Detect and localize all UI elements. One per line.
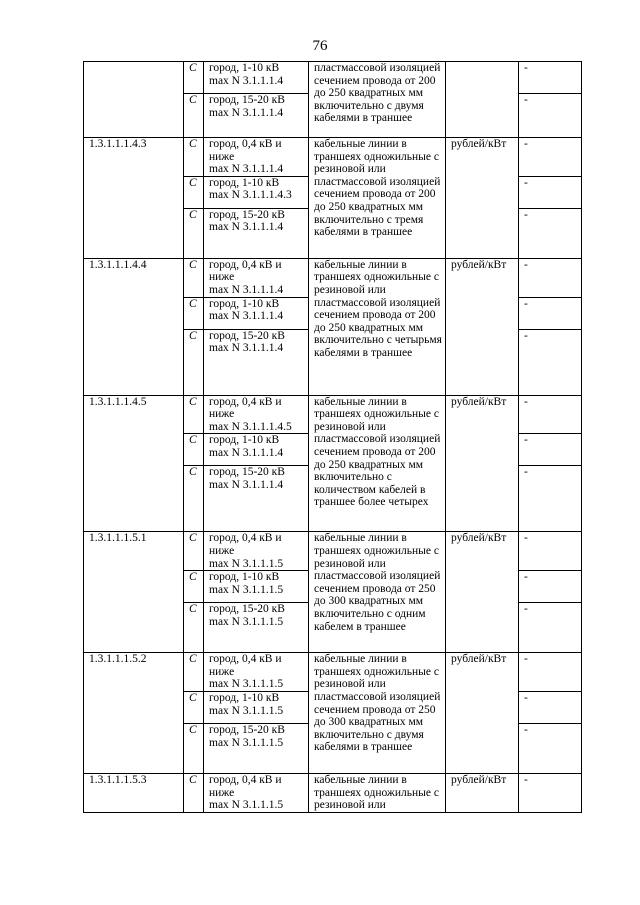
- row-location-voltage: город, 1-10 кВ max N 3.1.1.1.4: [204, 62, 309, 94]
- row-unit: рублей/кВт: [446, 532, 519, 653]
- row-value: -: [519, 691, 582, 723]
- row-category-letter: С: [184, 434, 204, 466]
- row-value: -: [519, 466, 582, 532]
- row-value: -: [519, 723, 582, 773]
- page-number: 76: [312, 38, 328, 54]
- tariff-table-body: [84, 62, 582, 813]
- row-location-voltage: город, 1-10 кВ max N 3.1.1.1.5: [204, 691, 309, 723]
- row-unit: рублей/кВт: [446, 653, 519, 774]
- table-row: [84, 62, 582, 94]
- table-row: [84, 258, 582, 297]
- row-category-letter: С: [184, 297, 204, 329]
- row-value: -: [519, 297, 582, 329]
- row-category-letter: С: [184, 532, 204, 571]
- row-location-voltage: город, 1-10 кВ max N 3.1.1.1.4.3: [204, 176, 309, 208]
- table-row: [84, 532, 582, 571]
- row-unit: рублей/кВт: [446, 773, 519, 812]
- row-value: -: [519, 62, 582, 94]
- row-category-letter: С: [184, 62, 204, 94]
- row-location-voltage: город, 15-20 кВ max N 3.1.1.1.4: [204, 94, 309, 138]
- table-row: [84, 653, 582, 692]
- row-category-letter: С: [184, 653, 204, 692]
- row-category-letter: С: [184, 773, 204, 812]
- row-code: 1.3.1.1.1.4.4: [84, 258, 184, 395]
- row-location-voltage: город, 0,4 кВ и ниже max N 3.1.1.1.5: [204, 532, 309, 571]
- row-code: 1.3.1.1.1.4.5: [84, 395, 184, 532]
- row-location-voltage: город, 0,4 кВ и ниже max N 3.1.1.1.5: [204, 773, 309, 812]
- row-location-voltage: город, 1-10 кВ max N 3.1.1.1.4: [204, 297, 309, 329]
- row-value: -: [519, 138, 582, 177]
- row-value: -: [519, 773, 582, 812]
- row-location-voltage: город, 1-10 кВ max N 3.1.1.1.5: [204, 571, 309, 603]
- row-location-voltage: город, 15-20 кВ max N 3.1.1.1.5: [204, 723, 309, 773]
- row-code: 1.3.1.1.1.5.2: [84, 653, 184, 774]
- row-category-letter: С: [184, 603, 204, 653]
- row-location-voltage: город, 15-20 кВ max N 3.1.1.1.5: [204, 603, 309, 653]
- row-value: -: [519, 434, 582, 466]
- row-code: 1.3.1.1.1.5.1: [84, 532, 184, 653]
- row-category-letter: С: [184, 176, 204, 208]
- row-category-letter: С: [184, 571, 204, 603]
- row-code: 1.3.1.1.1.4.3: [84, 138, 184, 259]
- row-code: [84, 62, 184, 138]
- row-location-voltage: город, 0,4 кВ и ниже max N 3.1.1.1.4: [204, 138, 309, 177]
- row-location-voltage: город, 15-20 кВ max N 3.1.1.1.4: [204, 329, 309, 395]
- row-location-voltage: город, 0,4 кВ и ниже max N 3.1.1.1.5: [204, 653, 309, 692]
- row-location-voltage: город, 15-20 кВ max N 3.1.1.1.4: [204, 208, 309, 258]
- row-unit: рублей/кВт: [446, 258, 519, 395]
- row-category-letter: С: [184, 329, 204, 395]
- row-category-letter: С: [184, 94, 204, 138]
- row-description: кабельные линии в траншеях одножильные с резиновой или пластмассовой изоляцией сечением провода от 250 до 300 квадратных мм включительно с одним кабелем в траншее: [309, 532, 446, 653]
- row-category-letter: С: [184, 691, 204, 723]
- row-value: -: [519, 258, 582, 297]
- row-category-letter: С: [184, 258, 204, 297]
- row-category-letter: С: [184, 395, 204, 434]
- row-location-voltage: город, 0,4 кВ и ниже max N 3.1.1.1.4: [204, 258, 309, 297]
- row-value: -: [519, 208, 582, 258]
- row-value: -: [519, 571, 582, 603]
- row-description: пластмассовой изоляцией сечением провода от 200 до 250 квадратных мм включительно с двумя кабелями в траншее: [309, 62, 446, 138]
- row-unit: рублей/кВт: [446, 395, 519, 532]
- row-value: -: [519, 94, 582, 138]
- row-category-letter: С: [184, 466, 204, 532]
- row-value: -: [519, 532, 582, 571]
- table-row: [84, 773, 582, 812]
- row-value: -: [519, 395, 582, 434]
- row-description: кабельные линии в траншеях одножильные с резиновой или пластмассовой изоляцией сечением провода от 250 до 300 квадратных мм включительно с двумя кабелями в траншее: [309, 653, 446, 774]
- table-row: [84, 138, 582, 177]
- row-description: кабельные линии в траншеях одножильные с резиновой или пластмассовой изоляцией сечением провода от 200 до 250 квадратных мм включительно с тремя кабелями в траншее: [309, 138, 446, 259]
- row-code: 1.3.1.1.1.5.3: [84, 773, 184, 812]
- row-description: кабельные линии в траншеях одножильные с резиновой или: [309, 773, 446, 812]
- row-location-voltage: город, 1-10 кВ max N 3.1.1.1.4: [204, 434, 309, 466]
- row-category-letter: С: [184, 138, 204, 177]
- row-location-voltage: город, 0,4 кВ и ниже max N 3.1.1.1.4.5: [204, 395, 309, 434]
- row-unit: [446, 62, 519, 138]
- row-location-voltage: город, 15-20 кВ max N 3.1.1.1.4: [204, 466, 309, 532]
- row-value: -: [519, 176, 582, 208]
- row-description: кабельные линии в траншеях одножильные с резиновой или пластмассовой изоляцией сечением провода от 200 до 250 квадратных мм включительно с количеством кабелей в траншее более четырех: [309, 395, 446, 532]
- row-value: -: [519, 653, 582, 692]
- row-description: кабельные линии в траншеях одножильные с резиновой или пластмассовой изоляцией сечением провода от 200 до 250 квадратных мм включительно с четырьмя кабелями в траншее: [309, 258, 446, 395]
- row-category-letter: С: [184, 208, 204, 258]
- table-row: [84, 395, 582, 434]
- row-unit: рублей/кВт: [446, 138, 519, 259]
- row-value: -: [519, 603, 582, 653]
- row-category-letter: С: [184, 723, 204, 773]
- tariff-table: [83, 61, 582, 813]
- row-value: -: [519, 329, 582, 395]
